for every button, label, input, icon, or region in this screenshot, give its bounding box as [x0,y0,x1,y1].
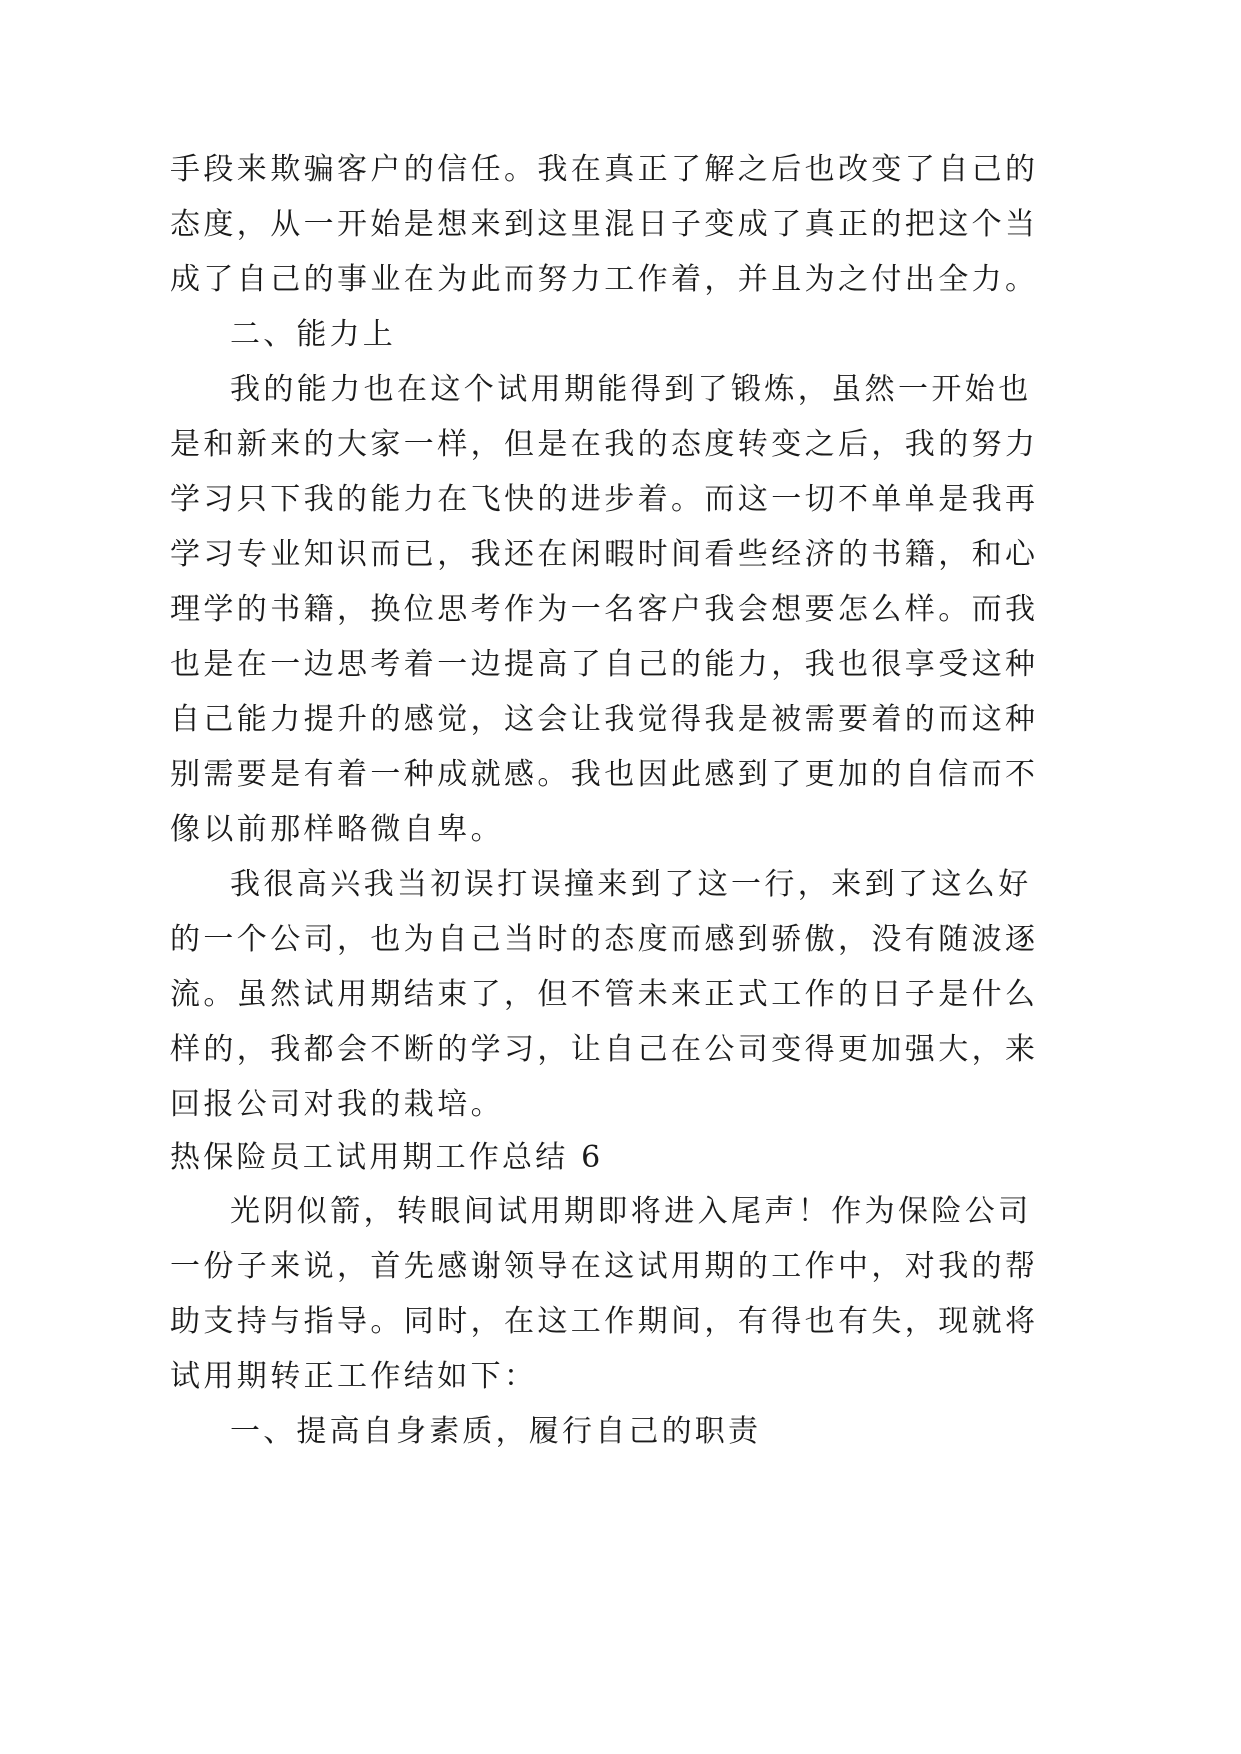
text-line: 一份子来说，首先感谢领导在这试用期的工作中，对我的帮 [170,1249,1039,1284]
text-line: 试用期转正工作结如下： [170,1359,538,1394]
text-line: 是和新来的大家一样，但是在我的态度转变之后，我的努力 [170,427,1039,462]
text-line: 手段来欺骗客户的信任。我在真正了解之后也改变了自己的 [170,152,1039,187]
text-line: 样的，我都会不断的学习，让自己在公司变得更加强大，来 [170,1032,1039,1067]
text-line: 我很高兴我当初误打误撞来到了这一行，来到了这么好 [230,867,1032,902]
text-line: 光阴似箭，转眼间试用期即将进入尾声！作为保险公司 [230,1194,1032,1229]
article-title: 热保险员工试用期工作总结 6 [170,1140,604,1175]
text-line: 也是在一边思考着一边提高了自己的能力，我也很享受这种 [170,647,1039,682]
text-line: 流。虽然试用期结束了，但不管未来正式工作的日子是什么 [170,977,1039,1012]
text-line: 态度，从一开始是想来到这里混日子变成了真正的把这个当 [170,207,1039,242]
text-line: 像以前那样略微自卑。 [170,812,504,847]
text-line: 我的能力也在这个试用期能得到了锻炼，虽然一开始也 [230,372,1032,407]
text-line: 学习只下我的能力在飞快的进步着。而这一切不单单是我再 [170,482,1039,517]
text-line: 成了自己的事业在为此而努力工作着，并且为之付出全力。 [170,262,1039,297]
text-line: 回报公司对我的栽培。 [170,1087,504,1122]
text-line: 自己能力提升的感觉，这会让我觉得我是被需要着的而这种 [170,702,1039,737]
text-line: 别需要是有着一种成就感。我也因此感到了更加的自信而不 [170,757,1039,792]
text-line: 学习专业知识而已，我还在闲暇时间看些经济的书籍，和心 [170,537,1039,572]
section-heading: 二、能力上 [230,317,396,352]
text-line: 助支持与指导。同时，在这工作期间，有得也有失，现就将 [170,1304,1039,1339]
section-heading: 一、提高自身素质，履行自己的职责 [230,1414,762,1449]
text-line: 的一个公司，也为自己当时的态度而感到骄傲，没有随波逐 [170,922,1039,957]
text-line: 理学的书籍，换位思考作为一名客户我会想要怎么样。而我 [170,592,1039,627]
